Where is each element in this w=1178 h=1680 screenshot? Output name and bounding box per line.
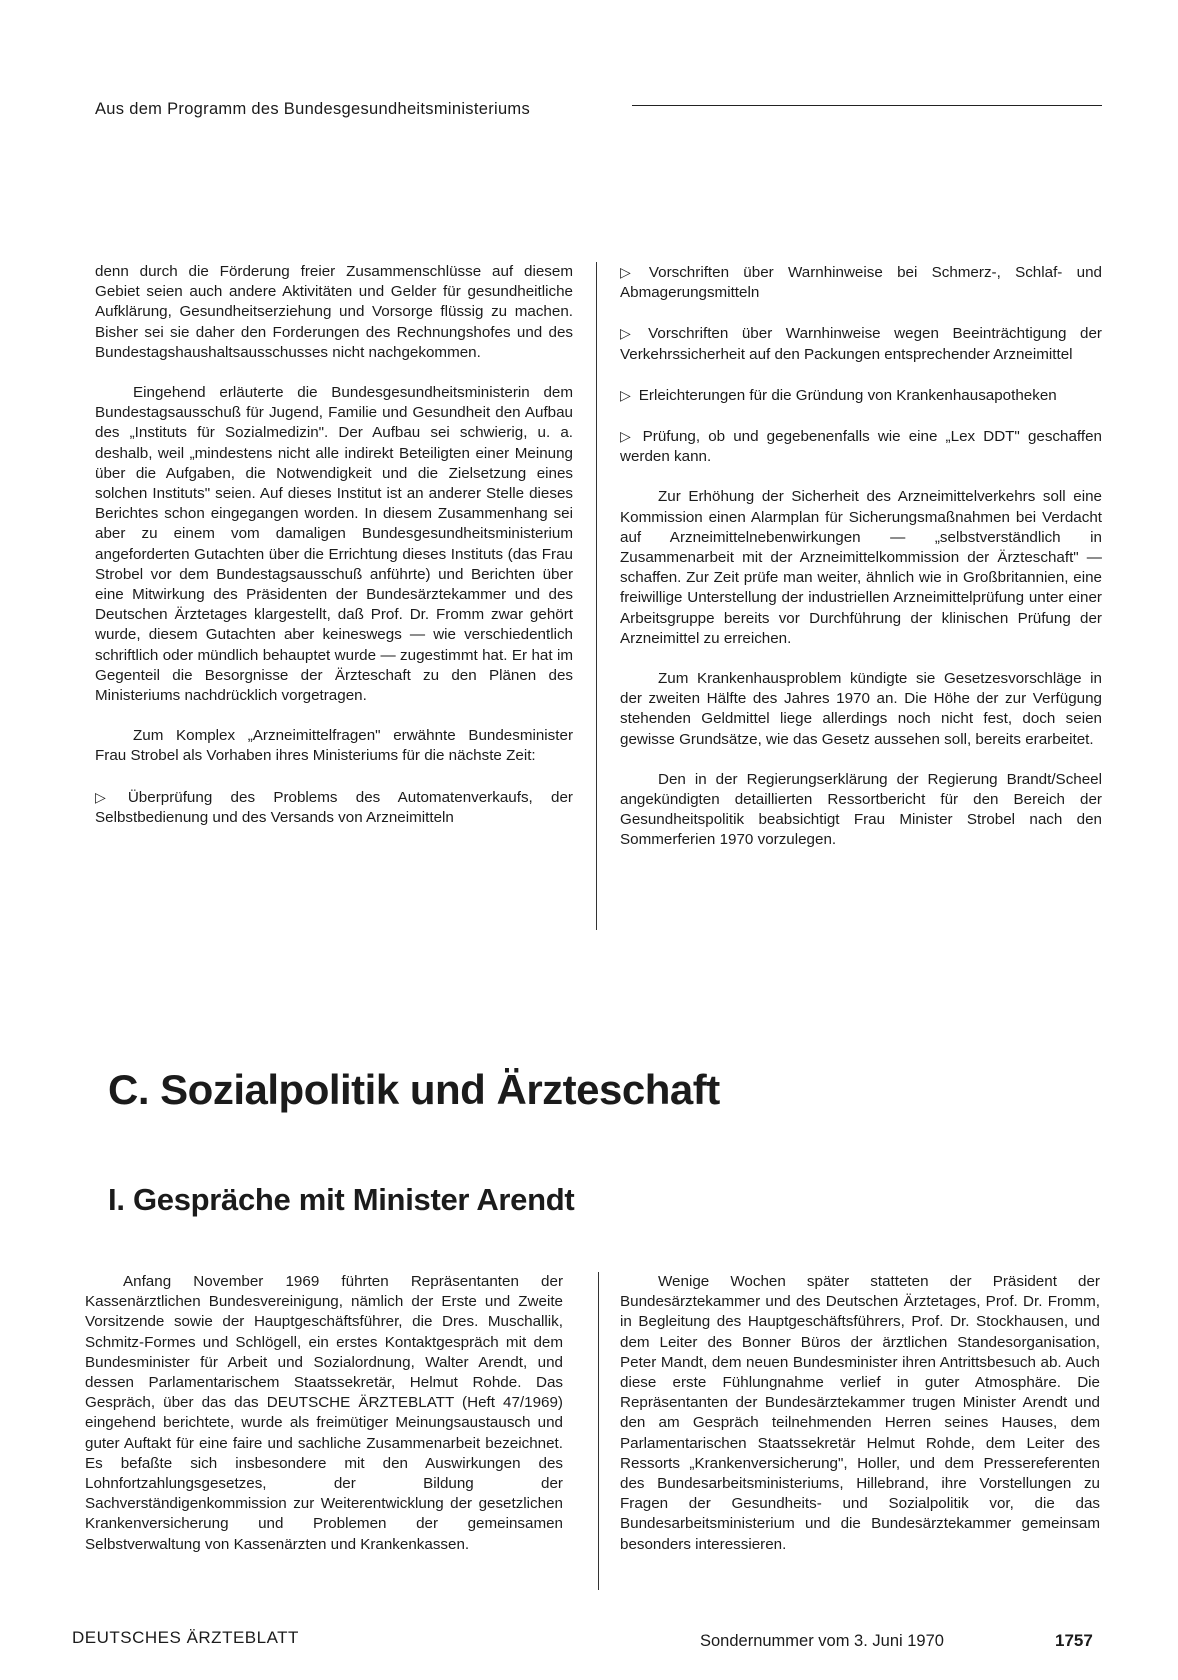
page-number: 1757 [1055, 1631, 1093, 1650]
paragraph: denn durch die Förderung freier Zusammenschlüsse auf diesem Gebiet seien auch andere Aktivitäten und Gelder für gesundheitliche Aufklärung, Gesundheitserziehung und Vorsorge flüssig zu machen. Bisher sei sie daher den Forderungen des Rechnungshofes und des Bundestagshaushaltsausschusses nicht nachgekommen. [95, 263, 573, 361]
top-left-column [95, 262, 573, 828]
triangle-bullet-icon: ▷ [620, 386, 631, 403]
paragraph: Anfang November 1969 führten Repräsentanten der Kassenärztlichen Bundesvereinigung, nämlich der Erste und Zweite Vorsitzende sowie der Hauptgeschäftsführer, die Dres. Muschallik, Schmitz-Formes und Schlögell, ein erstes Kontaktgespräch mit dem Bundesminister für Arbeit und Sozialordnung, Walter Arendt, und dessen Parlamentarischem Staatssekretär, Helmut Rohde. Das Gespräch, über das das DEUTSCHE ÄRZTEBLATT (Heft 47/1969) eingehend berichtete, wurde als freimütiger Meinungsaustausch und guter Auftakt für eine faire und sachliche Zusammenarbeit bezeichnet. Es befaßte sich insbesondere mit den Auswirkungen des Lohnfortzahlungsgesetzes, der Bildung der Sachverständigenkommission zur Weiterentwicklung der gesetzlichen Krankenversicherung und Problemen der gemeinsamen Selbstverwaltung von Kassenärzten und Krankenkassen. [85, 1273, 563, 1553]
top-right-column [620, 262, 1102, 851]
subsection-title: I. Gespräche mit Minister Arendt [108, 1182, 575, 1217]
bullet-item [620, 385, 1102, 406]
column-divider [598, 1272, 599, 1590]
triangle-bullet-icon: ▷ [620, 264, 641, 280]
header-rule [632, 105, 1102, 106]
paragraph: Wenige Wochen später statteten der Präsident der Bundesärztekammer und des Deutschen Ärztetages, Prof. Dr. Fromm, in Begleitung des Hauptgeschäftsführers, Prof. Dr. Stockhausen, und dem Leiter des Bonner Büros der ärztlichen Standesorganisation, Peter Mandt, dem neuen Bundesminister ihren Antrittsbesuch ab. Auch diese erste Fühlungnahme verlief in guter Atmosphäre. Die Repräsentanten der Bundesärztekammer trugen Minister Arendt und den am Gespräch teilnehmenden Herren seines Hauses, dem Parlamentarischen Staatssekretär Helmut Rohde, dem Leiter des Ressorts „Krankenversicherung", Holler, und dem Pressereferenten des Bundesarbeitsministeriums, Hillebrand, ihre Vorstellungen zu Fragen der Gesundheits- und Sozialpolitik vor, die das Bundesarbeitsministerium und die Bundesärztekammer gemeinsam besonders interessieren. [620, 1273, 1100, 1553]
bullet-item [620, 262, 1102, 303]
triangle-bullet-icon: ▷ [620, 325, 641, 342]
triangle-bullet-icon: ▷ [620, 428, 635, 445]
bullet-text: Vorschriften über Warnhinweise wegen Beeinträchtigung der Verkehrssicherheit auf den Packungen entsprechender Arzneimittel [620, 325, 1102, 363]
paragraph: Eingehend erläuterte die Bundesgesundheitsministerin dem Bundestagsausschuß für Jugend, Familie und Gesundheit den Aufbau des „Instituts für Sozialmedizin". Der Aufbau sei schwierig, u. a. deshalb, weil „mindestens nicht alle indirekt Beteiligten einer Meinung über die Aufgaben, die Notwendigkeit und die Zielsetzung eines solchen Instituts" seien. Auf dieses Institut ist an anderer Stelle dieses Berichtes schon eingegangen worden. In diesem Zusammenhang sei aber zu einem vom damaligen Bundesgesundheitsministerium angeforderten Gutachten über die Errichtung dieses Instituts (das Frau Strobel vor dem Bundestagsausschuß anführte) und Berichten über eine Mitwirkung des Präsidenten der Bundesärztekammer und des Deutschen Ärztetages klargestellt, daß Prof. Dr. Fromm zwar gehört wurde, diesem Gutachten aber keineswegs — wie verschiedentlich schriftlich oder mündlich behauptet wurde — zugestimmt hat. Er hat im Gegenteil die Besorgnisse der Ärzteschaft zu den Plänen des Ministeriums nachdrücklich vorgetragen. [95, 384, 573, 705]
bottom-right-column [620, 1272, 1100, 1555]
issue-date: Sondernummer vom 3. Juni 1970 [700, 1632, 944, 1650]
bullet-text: Überprüfung des Problems des Automatenverkaufs, der Selbstbedienung und des Versands von Arzneimitteln [95, 788, 573, 826]
paragraph: Zur Erhöhung der Sicherheit des Arzneimittelverkehrs soll eine Kommission einen Alarmplan für Sicherungsmaßnahmen bei Verdacht auf Arzneimittelnebenwirkungen — „selbstverständlich in Zusammenarbeit mit der Arzneimittelkommission der Ärzteschaft" — schaffen. Zur Zeit prüfe man weiter, ähnlich wie in Großbritannien, eine freiwillige Unterstellung der industriellen Arzneimittelprüfung unter einer Arbeitsgruppe bereits vor Durchführung der klinischen Prüfung der Arzneimittel zu erreichen. [620, 488, 1102, 647]
running-header: Aus dem Programm des Bundesgesundheitsministeriums [95, 100, 531, 118]
bullet-item [620, 323, 1102, 364]
column-divider [596, 262, 597, 930]
bullet-text: Vorschriften über Warnhinweise bei Schmerz-, Schlaf- und Abmagerungsmitteln [620, 264, 1102, 302]
bullet-text: Prüfung, ob und gegebenenfalls wie eine „Lex DDT" geschaffen werden kann. [620, 428, 1102, 466]
paragraph: Den in der Regierungserklärung der Regierung Brandt/Scheel angekündigten detaillierten Ressortbericht für den Bereich der Gesundheitspolitik beabsichtigt Frau Minister Strobel nach den Sommerferien 1970 vorzulegen. [620, 770, 1102, 849]
section-title: C. Sozialpolitik und Ärzteschaft [108, 1066, 720, 1113]
paragraph: Zum Krankenhausproblem kündigte sie Gesetzesvorschläge in der zweiten Hälfte des Jahres 1970 an. Die Höhe der zur Verfügung stehenden Geldmittel liege allerdings noch nicht fest, doch seien gewisse Grundsätze, wie das Gesetz aussehen soll, bereits erarbeitet. [620, 670, 1102, 748]
journal-name: DEUTSCHES ÄRZTEBLATT [72, 1628, 299, 1647]
bullet-item [95, 787, 573, 828]
bullet-item [620, 426, 1102, 467]
bullet-text: Erleichterungen für die Gründung von Krankenhausapotheken [638, 386, 1057, 404]
triangle-bullet-icon: ▷ [95, 788, 120, 805]
paragraph: Zum Komplex „Arzneimittelfragen" erwähnte Bundesminister Frau Strobel als Vorhaben ihres Ministeriums für die nächste Zeit: [95, 727, 573, 765]
bottom-left-column [85, 1272, 563, 1555]
